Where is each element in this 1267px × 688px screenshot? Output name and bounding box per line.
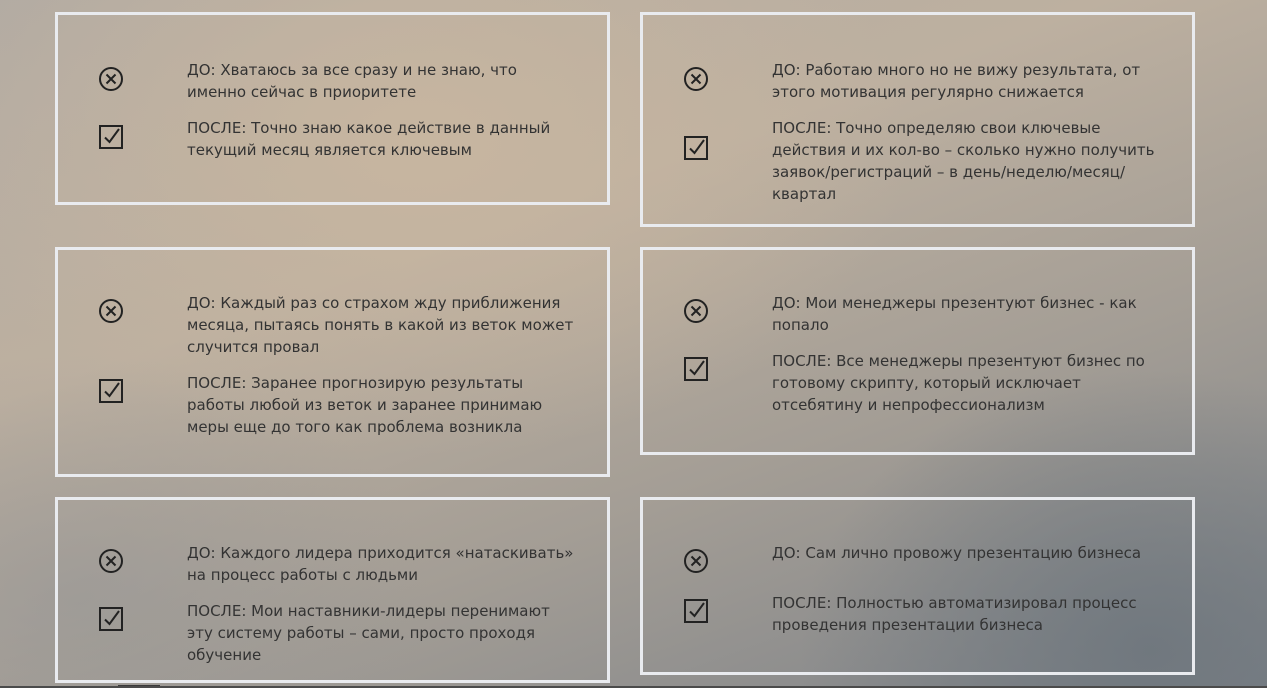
checkbox-checked-icon xyxy=(683,598,709,624)
comparison-card xyxy=(55,12,610,205)
comparison-card xyxy=(640,497,1195,675)
comparison-card xyxy=(640,247,1195,455)
comparison-card xyxy=(55,497,610,683)
before-text: ДО: Каждого лидера приходится «натаскивать» на процесс работы с людьми xyxy=(187,544,574,584)
before-text: ДО: Мои менеджеры презентуют бизнес - как попало xyxy=(772,294,1137,334)
after-text: ПОСЛЕ: Все менеджеры презентуют бизнес по готовому скрипту, который исключает отсебятину и непрофессионализм xyxy=(772,352,1145,414)
bottom-tab-indicator xyxy=(118,685,160,686)
after-text: ПОСЛЕ: Точно определяю свои ключевые действия и их кол-во – сколько нужно получить заявок/регистраций – в день/неделю/месяц/квартал xyxy=(772,119,1155,203)
after-text: ПОСЛЕ: Полностью автоматизировал процесс проведения презентации бизнеса xyxy=(772,594,1137,634)
after-text: ПОСЛЕ: Заранее прогнозирую результаты работы любой из веток и заранее принимаю меры еще до того как проблема возникла xyxy=(187,374,543,436)
circle-x-icon xyxy=(98,548,124,574)
checkbox-checked-icon xyxy=(98,124,124,150)
circle-x-icon xyxy=(98,298,124,324)
comparison-card xyxy=(55,247,610,477)
checkbox-checked-icon xyxy=(98,378,124,404)
comparison-card xyxy=(640,12,1195,227)
circle-x-icon xyxy=(98,66,124,92)
after-text: ПОСЛЕ: Мои наставники-лидеры перенимают эту систему работы – сами, просто проходя обучение xyxy=(187,602,550,664)
checkbox-checked-icon xyxy=(98,606,124,632)
after-text: ПОСЛЕ: Точно знаю какое действие в данный текущий месяц является ключевым xyxy=(187,119,551,159)
circle-x-icon xyxy=(683,66,709,92)
before-text: ДО: Работаю много но не вижу результата, от этого мотивация регулярно снижается xyxy=(772,61,1141,101)
circle-x-icon xyxy=(683,298,709,324)
before-text: ДО: Хватаюсь за все сразу и не знаю, что именно сейчас в приоритете xyxy=(187,61,517,101)
before-text: ДО: Сам лично провожу презентацию бизнеса xyxy=(772,544,1142,562)
before-text: ДО: Каждый раз со страхом жду приближения месяца, пытаясь понять в какой из веток может случится провал xyxy=(187,294,574,356)
checkbox-checked-icon xyxy=(683,356,709,382)
checkbox-checked-icon xyxy=(683,135,709,161)
circle-x-icon xyxy=(683,548,709,574)
